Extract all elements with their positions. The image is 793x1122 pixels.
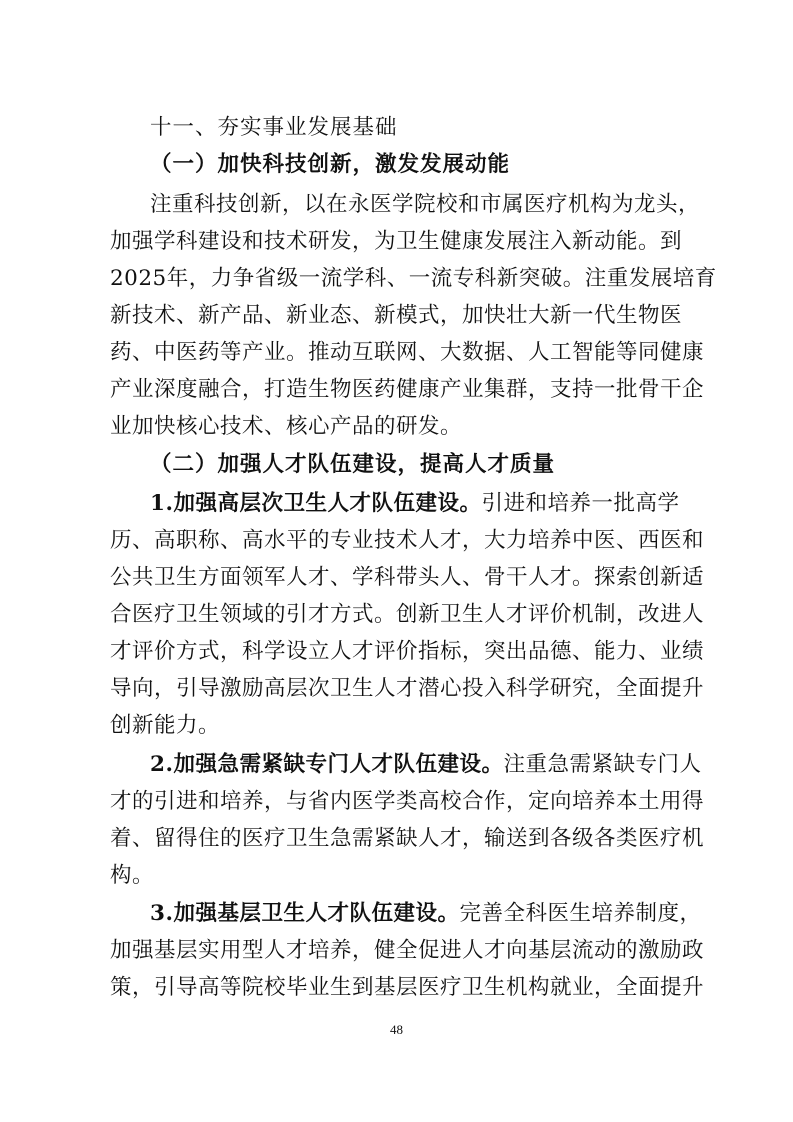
paragraph-line: 着、留得住的医疗卫生急需紧缺人才，输送到各级各类医疗机	[110, 826, 705, 851]
subsection-heading-1: （一）加快科技创新，激发发展动能	[150, 152, 511, 177]
paragraph-line: 公共卫生方面领军人才、学科带头人、骨干人才。探索创新适	[110, 565, 705, 590]
page-number: 48	[390, 1022, 403, 1037]
paragraph-line: 产业深度融合，打造生物医药健康产业集群，支持一批骨干企	[110, 377, 705, 402]
paragraph-line: 导向，引导激励高层次卫生人才潜心投入科学研究，全面提升	[110, 676, 705, 701]
paragraph-line: 药、中医药等产业。推动互联网、大数据、人工智能等同健康	[110, 340, 705, 365]
paragraph-line: 新技术、新产品、新业态、新模式，加快壮大新一代生物医	[110, 303, 683, 328]
paragraph-line: 业加快核心技术、核心产品的研发。	[110, 414, 463, 439]
paragraph-line	[150, 898, 730, 930]
section-heading: 十一、夯实事业发展基础	[150, 115, 398, 140]
item-lead: 1.加强高层次卫生人才队伍建设。	[150, 491, 482, 516]
paragraph-line: 历、高职称、高水平的专业技术人才，大力培养中医、西医和	[110, 528, 705, 553]
item-lead: 2.加强急需紧缺专门人才队伍建设。	[150, 752, 504, 777]
item-lead: 3.加强基层卫生人才队伍建设。	[150, 901, 460, 926]
paragraph-line: 2025年，力争省级一流学科、一流专科新突破。注重发展培育	[110, 266, 717, 291]
paragraph-line: 策，引导高等院校毕业生到基层医疗卫生机构就业，全面提升	[110, 975, 705, 1000]
paragraph-line	[150, 749, 730, 781]
paragraph-line: 加强基层实用型人才培养，健全促进人才向基层流动的激励政	[110, 938, 705, 963]
paragraph-line: 加强学科建设和技术研发，为卫生健康发展注入新动能。到	[110, 229, 683, 254]
item-text: 引进和培养一批高学	[481, 491, 680, 516]
paragraph-line: 创新能力。	[110, 713, 221, 738]
paragraph-line: 合医疗卫生领域的引才方式。创新卫生人才评价机制，改进人	[110, 602, 705, 627]
paragraph-line: 注重科技创新，以在永医学院校和市属医疗机构为龙头，	[150, 192, 701, 217]
paragraph-line: 构。	[110, 863, 155, 888]
paragraph-line	[150, 488, 730, 520]
paragraph-line: 才的引进和培养，与省内医学类高校合作，定向培养本土用得	[110, 789, 705, 814]
item-text: 注重急需紧缺专门人	[503, 752, 702, 777]
subsection-heading-2: （二）加强人才队伍建设，提高人才质量	[150, 452, 556, 477]
item-text: 完善全科医生培养制度，	[459, 901, 702, 926]
paragraph-line: 才评价方式，科学设立人才评价指标，突出品德、能力、业绩	[110, 639, 705, 664]
